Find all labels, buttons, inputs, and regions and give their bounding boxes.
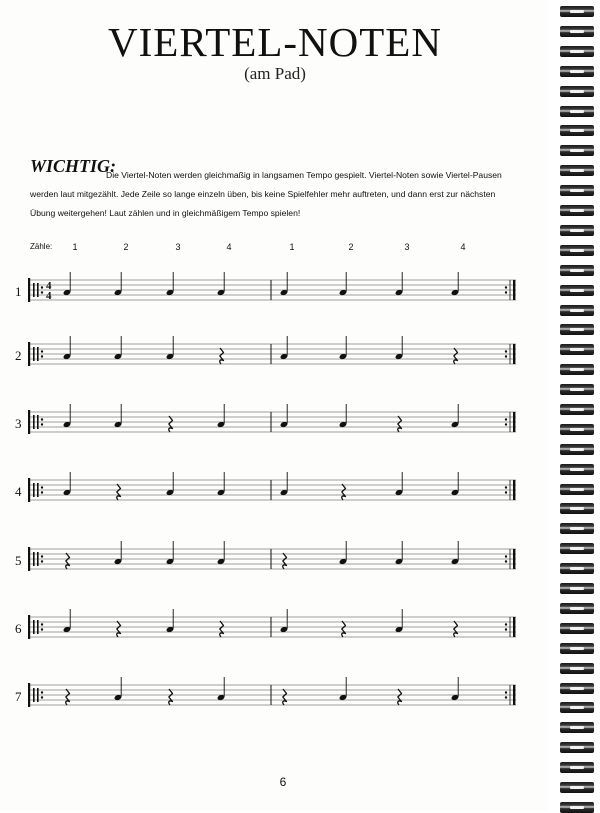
quarter-note — [114, 541, 122, 565]
spiral-coil — [560, 245, 594, 256]
repeat-dot — [505, 555, 507, 557]
spiral-coil — [560, 762, 594, 773]
percussion-clef — [37, 483, 39, 497]
quarter-note — [114, 404, 122, 428]
spiral-coil — [560, 722, 594, 733]
repeat-dot — [505, 286, 507, 288]
exercise-number: 3 — [15, 416, 22, 431]
quarter-note — [395, 609, 403, 633]
quarter-note — [395, 541, 403, 565]
repeat-dot — [505, 491, 507, 493]
quarter-note — [451, 272, 459, 296]
spiral-coil — [560, 344, 594, 355]
spiral-coil — [560, 583, 594, 594]
percussion-clef — [33, 347, 35, 361]
percussion-clef — [33, 688, 35, 702]
quarter-note — [395, 336, 403, 360]
staff — [22, 677, 522, 713]
page-subtitle: (am Pad) — [244, 64, 306, 83]
quarter-note — [63, 272, 71, 296]
final-barline-thick — [513, 549, 515, 569]
spiral-coil — [560, 26, 594, 37]
spiral-coil — [560, 603, 594, 614]
exercise-number: 7 — [15, 689, 22, 704]
count-number: 2 — [348, 242, 354, 252]
repeat-dot — [41, 291, 43, 293]
spiral-coil — [560, 643, 594, 654]
staff — [22, 609, 522, 645]
quarter-rest — [454, 348, 458, 364]
count-number: 2 — [123, 242, 129, 252]
quarter-rest — [169, 416, 173, 432]
spiral-coil — [560, 424, 594, 435]
staff-bracket — [28, 547, 30, 571]
quarter-note — [395, 272, 403, 296]
quarter-note — [280, 472, 288, 496]
quarter-note — [217, 272, 225, 296]
quarter-note — [339, 541, 347, 565]
quarter-note — [395, 472, 403, 496]
spiral-coil — [560, 623, 594, 634]
wichtig-text: Die Viertel-Noten werden gleichmaßig in langsamen Tempo gespielt. Viertel-Noten sowie Viertel-Pausen werden laut mitgezählt. Jede Zeile so lange einzeln üben, bis keine Spielfehler mehr auftreten, und dann erst zur nächsten Übung weitergehen! Laut zählen und in gleichmäßigem Tempo spielen! — [30, 170, 502, 218]
percussion-clef — [37, 415, 39, 429]
spiral-coil — [560, 404, 594, 415]
repeat-dot — [41, 491, 43, 493]
repeat-dot — [505, 350, 507, 352]
quarter-note — [451, 677, 459, 701]
percussion-clef — [37, 283, 39, 297]
repeat-dot — [505, 291, 507, 293]
staff — [22, 472, 522, 508]
percussion-clef — [37, 552, 39, 566]
spiral-coil — [560, 125, 594, 136]
spiral-coil — [560, 185, 594, 196]
percussion-clef — [37, 688, 39, 702]
spiral-coil — [560, 364, 594, 375]
wichtig-label: WICHTIG: — [30, 156, 117, 176]
spiral-coil — [560, 86, 594, 97]
repeat-dot — [41, 628, 43, 630]
staff — [22, 272, 522, 308]
spiral-coil — [560, 225, 594, 236]
percussion-clef — [33, 283, 35, 297]
repeat-dot — [505, 418, 507, 420]
percussion-clef — [33, 415, 35, 429]
quarter-note — [339, 272, 347, 296]
staff-bracket — [28, 278, 30, 302]
spiral-coil — [560, 384, 594, 395]
repeat-dot — [41, 560, 43, 562]
staff-bracket — [28, 615, 30, 639]
quarter-rest — [454, 621, 458, 637]
quarter-note — [63, 472, 71, 496]
spiral-coil — [560, 165, 594, 176]
quarter-rest — [117, 621, 121, 637]
quarter-note — [217, 677, 225, 701]
quarter-note — [63, 336, 71, 360]
staff-bracket — [28, 478, 30, 502]
percussion-clef — [33, 620, 35, 634]
repeat-dot — [41, 623, 43, 625]
repeat-dot — [41, 423, 43, 425]
count-number: 4 — [460, 242, 466, 252]
repeat-dot — [505, 691, 507, 693]
staff — [22, 336, 522, 372]
quarter-note — [217, 404, 225, 428]
exercise-number: 1 — [15, 284, 22, 299]
spiral-coil — [560, 205, 594, 216]
final-barline-thick — [513, 617, 515, 637]
repeat-dot — [41, 691, 43, 693]
quarter-note — [217, 541, 225, 565]
final-barline-thick — [513, 480, 515, 500]
repeat-dot — [41, 696, 43, 698]
spiral-coil — [560, 484, 594, 495]
repeat-dot — [505, 628, 507, 630]
quarter-note — [166, 472, 174, 496]
quarter-note — [166, 609, 174, 633]
spiral-coil — [560, 563, 594, 574]
spiral-coil — [560, 66, 594, 77]
repeat-dot — [505, 486, 507, 488]
staff — [22, 404, 522, 440]
repeat-dot — [41, 286, 43, 288]
count-number: 3 — [404, 242, 410, 252]
quarter-note — [280, 404, 288, 428]
spiral-coil — [560, 663, 594, 674]
quarter-note — [114, 677, 122, 701]
spiral-coil — [560, 305, 594, 316]
time-signature-top: 4 — [46, 280, 52, 292]
repeat-dot — [505, 355, 507, 357]
staff-bracket — [28, 410, 30, 434]
final-barline-thick — [513, 685, 515, 705]
repeat-dot — [41, 486, 43, 488]
quarter-rest — [398, 416, 402, 432]
spiral-coil — [560, 543, 594, 554]
quarter-note — [166, 336, 174, 360]
spiral-coil — [560, 782, 594, 793]
spiral-coil — [560, 145, 594, 156]
repeat-dot — [41, 555, 43, 557]
final-barline-thick — [513, 280, 515, 300]
repeat-dot — [505, 423, 507, 425]
exercise-number: 4 — [15, 484, 22, 499]
exercise-number: 5 — [15, 553, 22, 568]
quarter-note — [217, 472, 225, 496]
spiral-coil — [560, 6, 594, 17]
repeat-dot — [41, 355, 43, 357]
quarter-rest — [117, 484, 121, 500]
page-number: 6 — [279, 775, 287, 789]
count-number: 4 — [226, 242, 232, 252]
count-label: Zähle: — [30, 242, 53, 251]
final-barline-thick — [513, 344, 515, 364]
quarter-rest — [66, 689, 70, 705]
spiral-coil — [560, 324, 594, 335]
quarter-note — [339, 404, 347, 428]
spiral-coil — [560, 683, 594, 694]
spiral-binding — [548, 0, 600, 811]
quarter-rest — [220, 348, 224, 364]
percussion-clef — [33, 552, 35, 566]
repeat-dot — [41, 350, 43, 352]
exercise-number: 6 — [15, 621, 22, 636]
count-number: 1 — [72, 242, 78, 252]
quarter-rest — [342, 621, 346, 637]
spiral-coil — [560, 523, 594, 534]
spiral-coil — [560, 106, 594, 117]
quarter-rest — [283, 689, 287, 705]
count-number: 3 — [175, 242, 181, 252]
repeat-dot — [505, 696, 507, 698]
repeat-dot — [505, 623, 507, 625]
spiral-coil — [560, 702, 594, 713]
quarter-note — [339, 677, 347, 701]
quarter-note — [63, 609, 71, 633]
quarter-rest — [398, 689, 402, 705]
quarter-rest — [342, 484, 346, 500]
repeat-dot — [41, 418, 43, 420]
percussion-clef — [37, 347, 39, 361]
exercise-number: 2 — [15, 348, 22, 363]
percussion-clef — [33, 483, 35, 497]
spiral-coil — [560, 265, 594, 276]
spiral-coil — [560, 742, 594, 753]
spiral-coil — [560, 285, 594, 296]
quarter-rest — [283, 553, 287, 569]
quarter-note — [451, 404, 459, 428]
quarter-note — [339, 336, 347, 360]
spiral-coil — [560, 444, 594, 455]
quarter-note — [280, 609, 288, 633]
spiral-coil — [560, 802, 594, 813]
quarter-note — [63, 404, 71, 428]
spiral-coil — [560, 464, 594, 475]
quarter-rest — [66, 553, 70, 569]
quarter-note — [114, 272, 122, 296]
staff-bracket — [28, 683, 30, 707]
quarter-note — [114, 336, 122, 360]
staff-bracket — [28, 342, 30, 366]
quarter-note — [451, 472, 459, 496]
quarter-note — [280, 336, 288, 360]
quarter-note — [166, 541, 174, 565]
repeat-dot — [505, 560, 507, 562]
time-signature-bottom: 4 — [46, 290, 52, 302]
final-barline-thick — [513, 412, 515, 432]
quarter-note — [280, 272, 288, 296]
count-number: 1 — [289, 242, 295, 252]
quarter-rest — [169, 689, 173, 705]
quarter-note — [166, 272, 174, 296]
spiral-coil — [560, 46, 594, 57]
quarter-rest — [220, 621, 224, 637]
page-title: VIERTEL-NOTEN — [108, 19, 442, 65]
percussion-clef — [37, 620, 39, 634]
staff — [22, 541, 522, 577]
quarter-note — [451, 541, 459, 565]
spiral-coil — [560, 503, 594, 514]
